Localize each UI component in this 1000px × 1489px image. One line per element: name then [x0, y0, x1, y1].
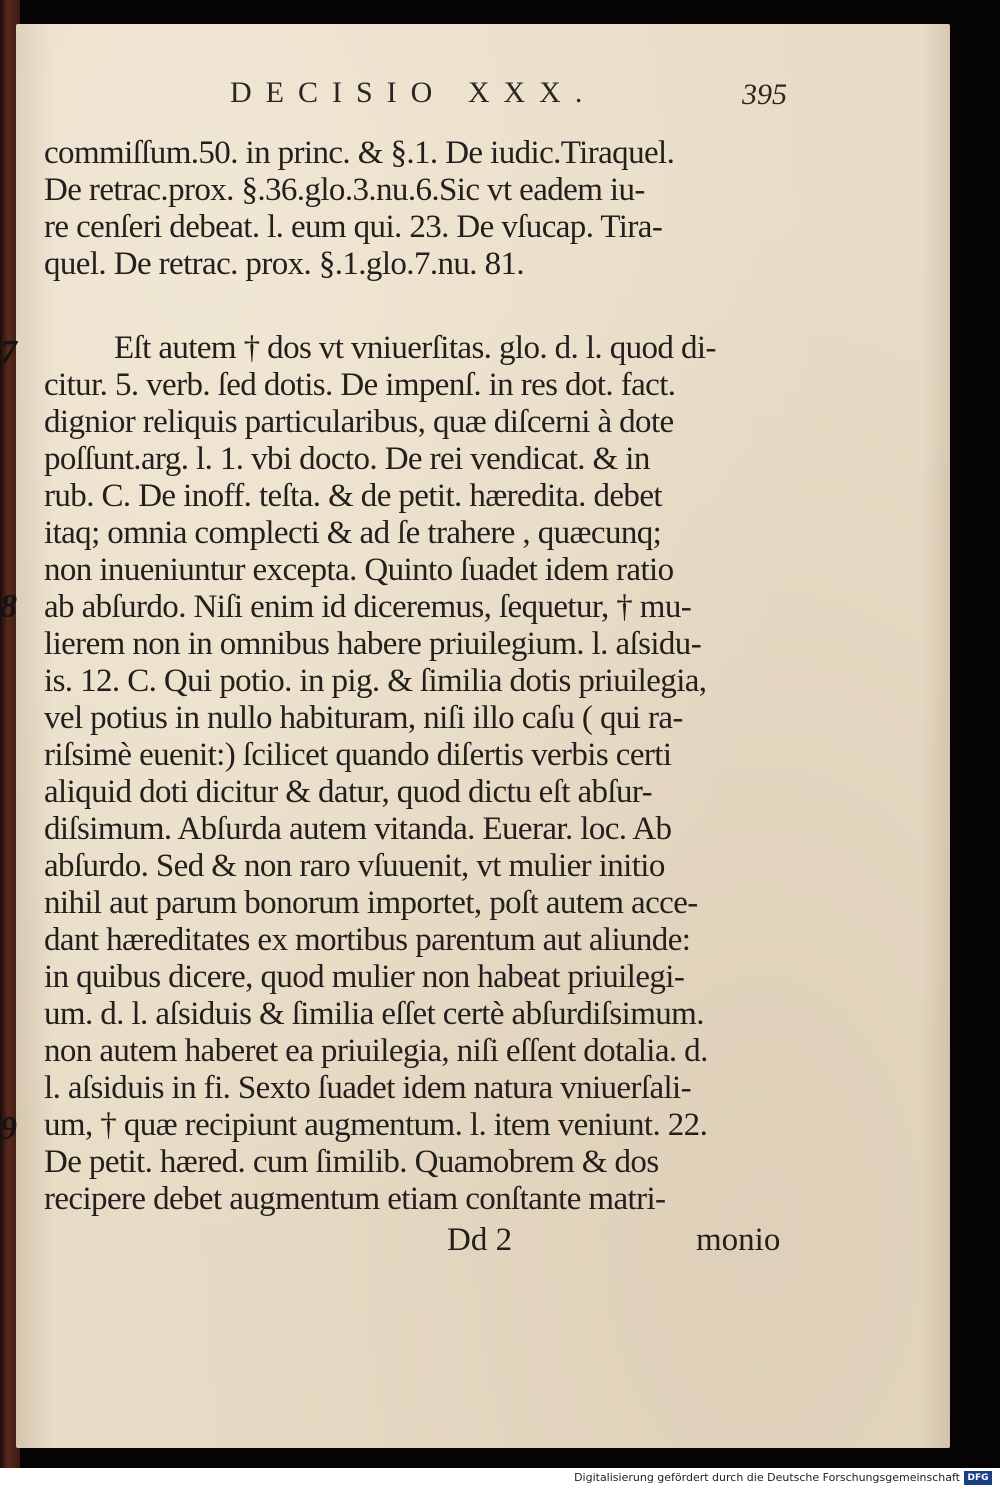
margin-note-number: 7 — [0, 334, 17, 371]
text-line: vel potius in nullo habituram, niſi illo caſu ( qui ra- — [44, 700, 683, 736]
text-line: recipere debet augmentum etiam conſtante matri- — [44, 1181, 666, 1217]
paragraph-2 — [44, 330, 804, 1218]
page-number: 395 — [742, 78, 787, 111]
text-line: De retrac.prox. §.36.glo.3.nu.6.Sic vt eadem iu- — [44, 172, 645, 208]
signature-mark: Dd 2 — [447, 1222, 513, 1258]
text-line: riſsimè euenit:) ſcilicet quando diſertis verbis certi — [44, 737, 672, 773]
funding-note: Digitalisierung gefördert durch die Deutsche Forschungsgemeinschaft — [574, 1471, 960, 1484]
text-line: nihil aut parum bonorum importet, poſt autem acce- — [44, 885, 698, 921]
text-line: re cenſeri debeat. l. eum qui. 23. De vſucap. Tira- — [44, 209, 663, 245]
paragraph-1 — [44, 135, 804, 283]
text-line: is. 12. C. Qui potio. in pig. & ſimilia dotis priuilegia, — [44, 663, 707, 699]
text-line: rub. C. De inoff. teſta. & de petit. hæredita. debet — [44, 478, 662, 514]
text-line: in quibus dicere, quod mulier non habeat priuilegi- — [44, 959, 685, 995]
text-line: abſurdo. Sed & non raro vſuuenit, vt mulier initio — [44, 848, 665, 884]
text-line: dignior reliquis particularibus, quæ diſcerni à dote — [44, 404, 674, 440]
text-line: aliquid doti dicitur & datur, quod dictu eſt abſur- — [44, 774, 653, 810]
text-line: um, † quæ recipiunt augmentum. l. item veniunt. 22. — [44, 1107, 708, 1143]
text-line: poſſunt.arg. l. 1. vbi docto. De rei vendicat. & in — [44, 441, 650, 477]
text-line: non inueniuntur excepta. Quinto ſuadet idem ratio — [44, 552, 674, 588]
text-line: Eſt autem † dos vt vniuerſitas. glo. d. l. quod di- — [114, 330, 716, 366]
text-line: commiſſum.50. in princ. & §.1. De iudic.Tiraquel. — [44, 135, 675, 171]
text-line: non autem haberet ea priuilegia, niſi eſſent dotalia. d. — [44, 1033, 708, 1069]
text-line: citur. 5. verb. ſed dotis. De impenſ. in res dot. fact. — [44, 367, 676, 403]
running-head — [0, 76, 1000, 126]
text-line: lierem non in omnibus habere priuilegium. l. aſsidu- — [44, 626, 702, 662]
text-line: um. d. l. aſsiduis & ſimilia eſſet certè abſurdiſsimum. — [44, 996, 704, 1032]
dfg-logo: DFG — [964, 1471, 992, 1485]
digitization-bar — [0, 1468, 1000, 1489]
running-title: DECISIO XXX. — [230, 76, 597, 109]
text-line: l. aſsiduis in fi. Sexto ſuadet idem natura vniuerſali- — [44, 1070, 692, 1106]
text-line: De petit. hæred. cum ſimilib. Quamobrem & dos — [44, 1144, 659, 1180]
margin-note-number: 9 — [0, 1110, 17, 1147]
text-line: quel. De retrac. prox. §.1.glo.7.nu. 81. — [44, 246, 525, 282]
page-footer — [0, 1222, 1000, 1262]
catchword: monio — [696, 1222, 781, 1258]
text-line: dant hæreditates ex mortibus parentum aut aliunde: — [44, 922, 691, 958]
text-line: ab abſurdo. Niſi enim id diceremus, ſequetur, † mu- — [44, 589, 692, 625]
margin-note-number: 8 — [0, 588, 17, 625]
text-line: diſsimum. Abſurda autem vitanda. Euerar. loc. Ab — [44, 811, 672, 847]
text-line: itaq; omnia complecti & ad ſe trahere , quæcunq; — [44, 515, 662, 551]
